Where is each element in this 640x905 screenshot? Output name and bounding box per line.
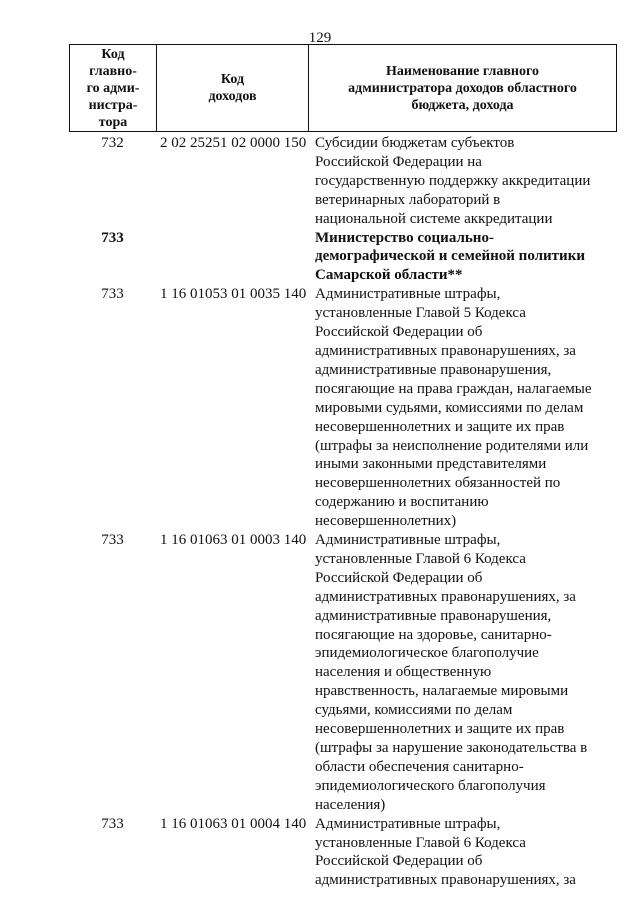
name-line: области обеспечения санитарно- [315, 758, 524, 775]
name-line: Административные штрафы, [315, 532, 501, 549]
name-line: административных правонарушениях, за [315, 588, 576, 605]
header-name [309, 45, 616, 131]
header-income-code-line: доходов [208, 89, 257, 104]
name-line: населения) [315, 796, 386, 813]
name-line: Российской Федерации об [315, 569, 483, 586]
name-line: мировыми судьями, комиссиями по делам [315, 399, 584, 416]
header-admin-code [70, 45, 157, 131]
income-code-cell: 1 16 01063 01 0004 140 [160, 815, 307, 832]
name-line: установленные Главой 6 Кодекса [315, 834, 526, 851]
name-line: установленные Главой 6 Кодекса [315, 550, 526, 567]
name-line: установленные Главой 5 Кодекса [315, 305, 526, 322]
table-row [69, 815, 617, 891]
name-line: Министерство социально- [315, 229, 494, 246]
name-cell [308, 134, 617, 229]
admin-code-cell: 733 [101, 229, 124, 246]
name-line: Российской Федерации на [315, 153, 482, 170]
name-cell [308, 229, 617, 286]
header-name-line: бюджета, дохода [411, 97, 514, 113]
admin-code-cell: 733 [101, 286, 124, 303]
name-line: национальной системе аккредитации [315, 210, 553, 227]
name-line: административные правонарушения, [315, 607, 552, 624]
page-number: 129 [308, 30, 332, 46]
table-header [69, 44, 617, 132]
name-line: населения и общественную [315, 664, 492, 681]
name-line: (штрафы за неисполнение родителями или [315, 437, 589, 454]
name-line: административных правонарушениях, за [315, 342, 576, 359]
name-line: демографической и семейной политики [315, 248, 585, 265]
name-cell [308, 815, 617, 891]
name-line: посягающие на права граждан, налагаемые [315, 380, 592, 397]
header-admin-code-line: Код [101, 46, 125, 62]
name-line: Субсидии бюджетам субъектов [315, 135, 515, 151]
name-line: Административные штрафы, [315, 286, 501, 303]
name-line: административных правонарушениях, за [315, 872, 576, 889]
name-line: Административные штрафы, [315, 815, 501, 832]
header-admin-code-line: тора [98, 114, 128, 130]
income-code-cell: 1 16 01053 01 0035 140 [160, 286, 307, 303]
table-body [69, 134, 617, 890]
income-code-cell [156, 229, 308, 286]
name-line: (штрафы за нарушение законодательства в [315, 740, 588, 756]
name-line: Российской Федерации об [315, 853, 483, 870]
name-line: несовершеннолетних и защите их прав [315, 418, 565, 435]
income-code-cell: 1 16 01063 01 0003 140 [160, 532, 307, 549]
admin-code-cell: 733 [101, 532, 124, 549]
admin-code-cell: 733 [101, 815, 124, 832]
header-name-line: администратора доходов областного [348, 80, 577, 96]
admin-code-cell: 732 [101, 135, 124, 151]
table-row [69, 229, 617, 286]
name-line: содержанию и воспитанию [315, 494, 489, 511]
name-line: государственную поддержку аккредитации [315, 172, 591, 189]
name-line: Самарской области** [315, 267, 463, 284]
table-row [69, 285, 617, 531]
header-admin-code-line: го адми- [86, 80, 140, 96]
name-line: несовершеннолетних обязанностей по [315, 475, 561, 492]
name-line: иными законными представителями [315, 456, 547, 473]
name-line: несовершеннолетних) [315, 513, 457, 530]
name-cell [308, 531, 617, 815]
name-line: судьями, комиссиями по делам [315, 702, 513, 719]
name-cell [308, 285, 617, 531]
header-name-line: Наименование главного [386, 63, 539, 79]
name-line: эпидемиологического благополучия [315, 777, 546, 794]
income-code-cell: 2 02 25251 02 0000 150 [160, 135, 307, 151]
name-line: посягающие на здоровье, санитарно- [315, 626, 552, 643]
table-row [69, 134, 617, 229]
header-admin-code-line: нистра- [88, 97, 138, 113]
table-row [69, 531, 617, 815]
name-line: нравственность, налагаемые мировыми [315, 683, 569, 700]
name-line: эпидемиологическое благополучие [315, 645, 539, 662]
header-income-code [157, 45, 309, 131]
header-income-code-line: Код [220, 72, 245, 87]
name-line: административные правонарушения, [315, 361, 552, 378]
name-line: несовершеннолетних и защите их прав [315, 721, 565, 738]
header-admin-code-line: главно- [89, 63, 137, 79]
name-line: Российской Федерации об [315, 324, 483, 341]
name-line: ветеринарных лабораторий в [315, 191, 501, 208]
